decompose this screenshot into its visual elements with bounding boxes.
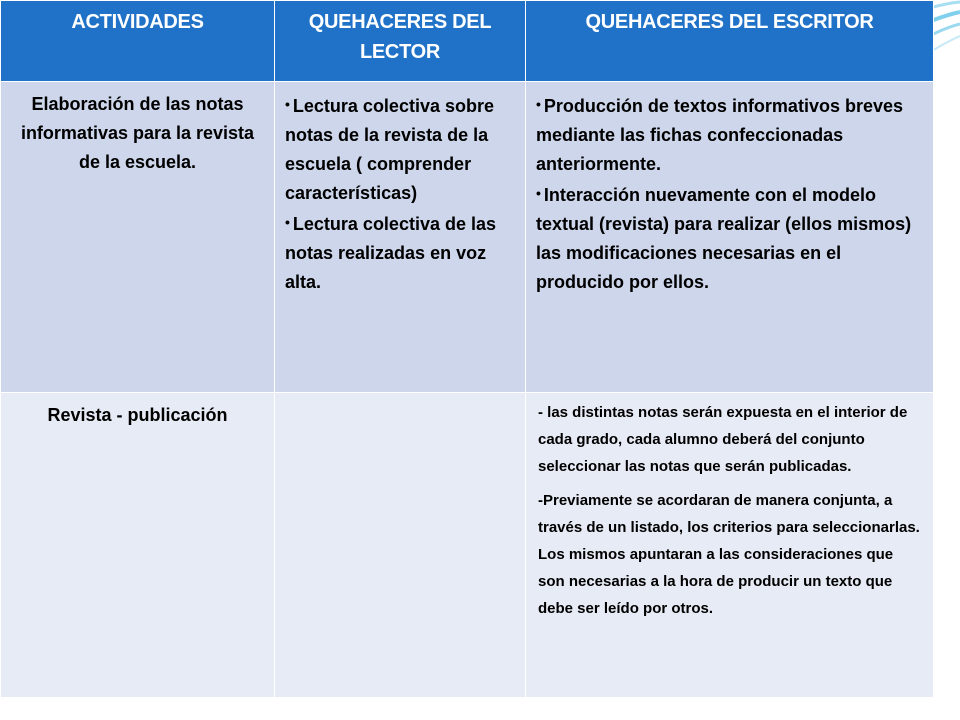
list-item: • Producción de textos informativos breves mediante las fichas confeccionadas anteriormente.: [536, 96, 904, 174]
cell-escritor: [526, 393, 934, 698]
escritor-bullet-list: [536, 90, 923, 297]
list-item: • Interacción nuevamente con el modelo textual (revista) para realizar (ellos mismos) las modificaciones necesarias en el producido por ellos.: [536, 185, 912, 292]
list-item: • Lectura colectiva sobre notas de la revista de la escuela ( comprender características): [285, 96, 494, 203]
cell-actividad: Elaboración de las notas informativas para la revista de la escuela.: [1, 82, 275, 393]
paragraph: - las distintas notas serán expuesta en el interior de cada grado, cada alumno deberá del conjunto seleccionar las notas que serán publicadas.: [538, 404, 908, 475]
header-quehaceres-lector: QUEHACERES DEL LECTOR: [275, 1, 526, 82]
bullet-icon: •: [285, 214, 290, 230]
list-item: • Lectura colectiva de las notas realizadas en voz alta.: [285, 214, 497, 292]
bullet-icon: •: [536, 96, 541, 112]
cell-escritor: [526, 82, 934, 393]
cell-actividad: Revista - publicación: [1, 393, 275, 698]
table-row: [1, 393, 934, 698]
table-row: [1, 82, 934, 393]
paragraph: -Previamente se acordaran de manera conjunta, a través de un listado, los criterios para seleccionarlas. Los mismos apuntaran a las consideraciones que son necesarias a la hora de producir un texto que debe ser leído por otros.: [538, 492, 920, 617]
cell-lector-empty: [275, 393, 526, 698]
header-actividades: ACTIVIDADES: [1, 1, 275, 82]
cell-lector: [275, 82, 526, 393]
lector-bullet-list: [285, 90, 515, 297]
table-header-row: [1, 1, 934, 82]
header-quehaceres-escritor: QUEHACERES DEL ESCRITOR: [526, 1, 934, 82]
bullet-icon: •: [536, 185, 541, 201]
bullet-icon: •: [285, 96, 290, 112]
